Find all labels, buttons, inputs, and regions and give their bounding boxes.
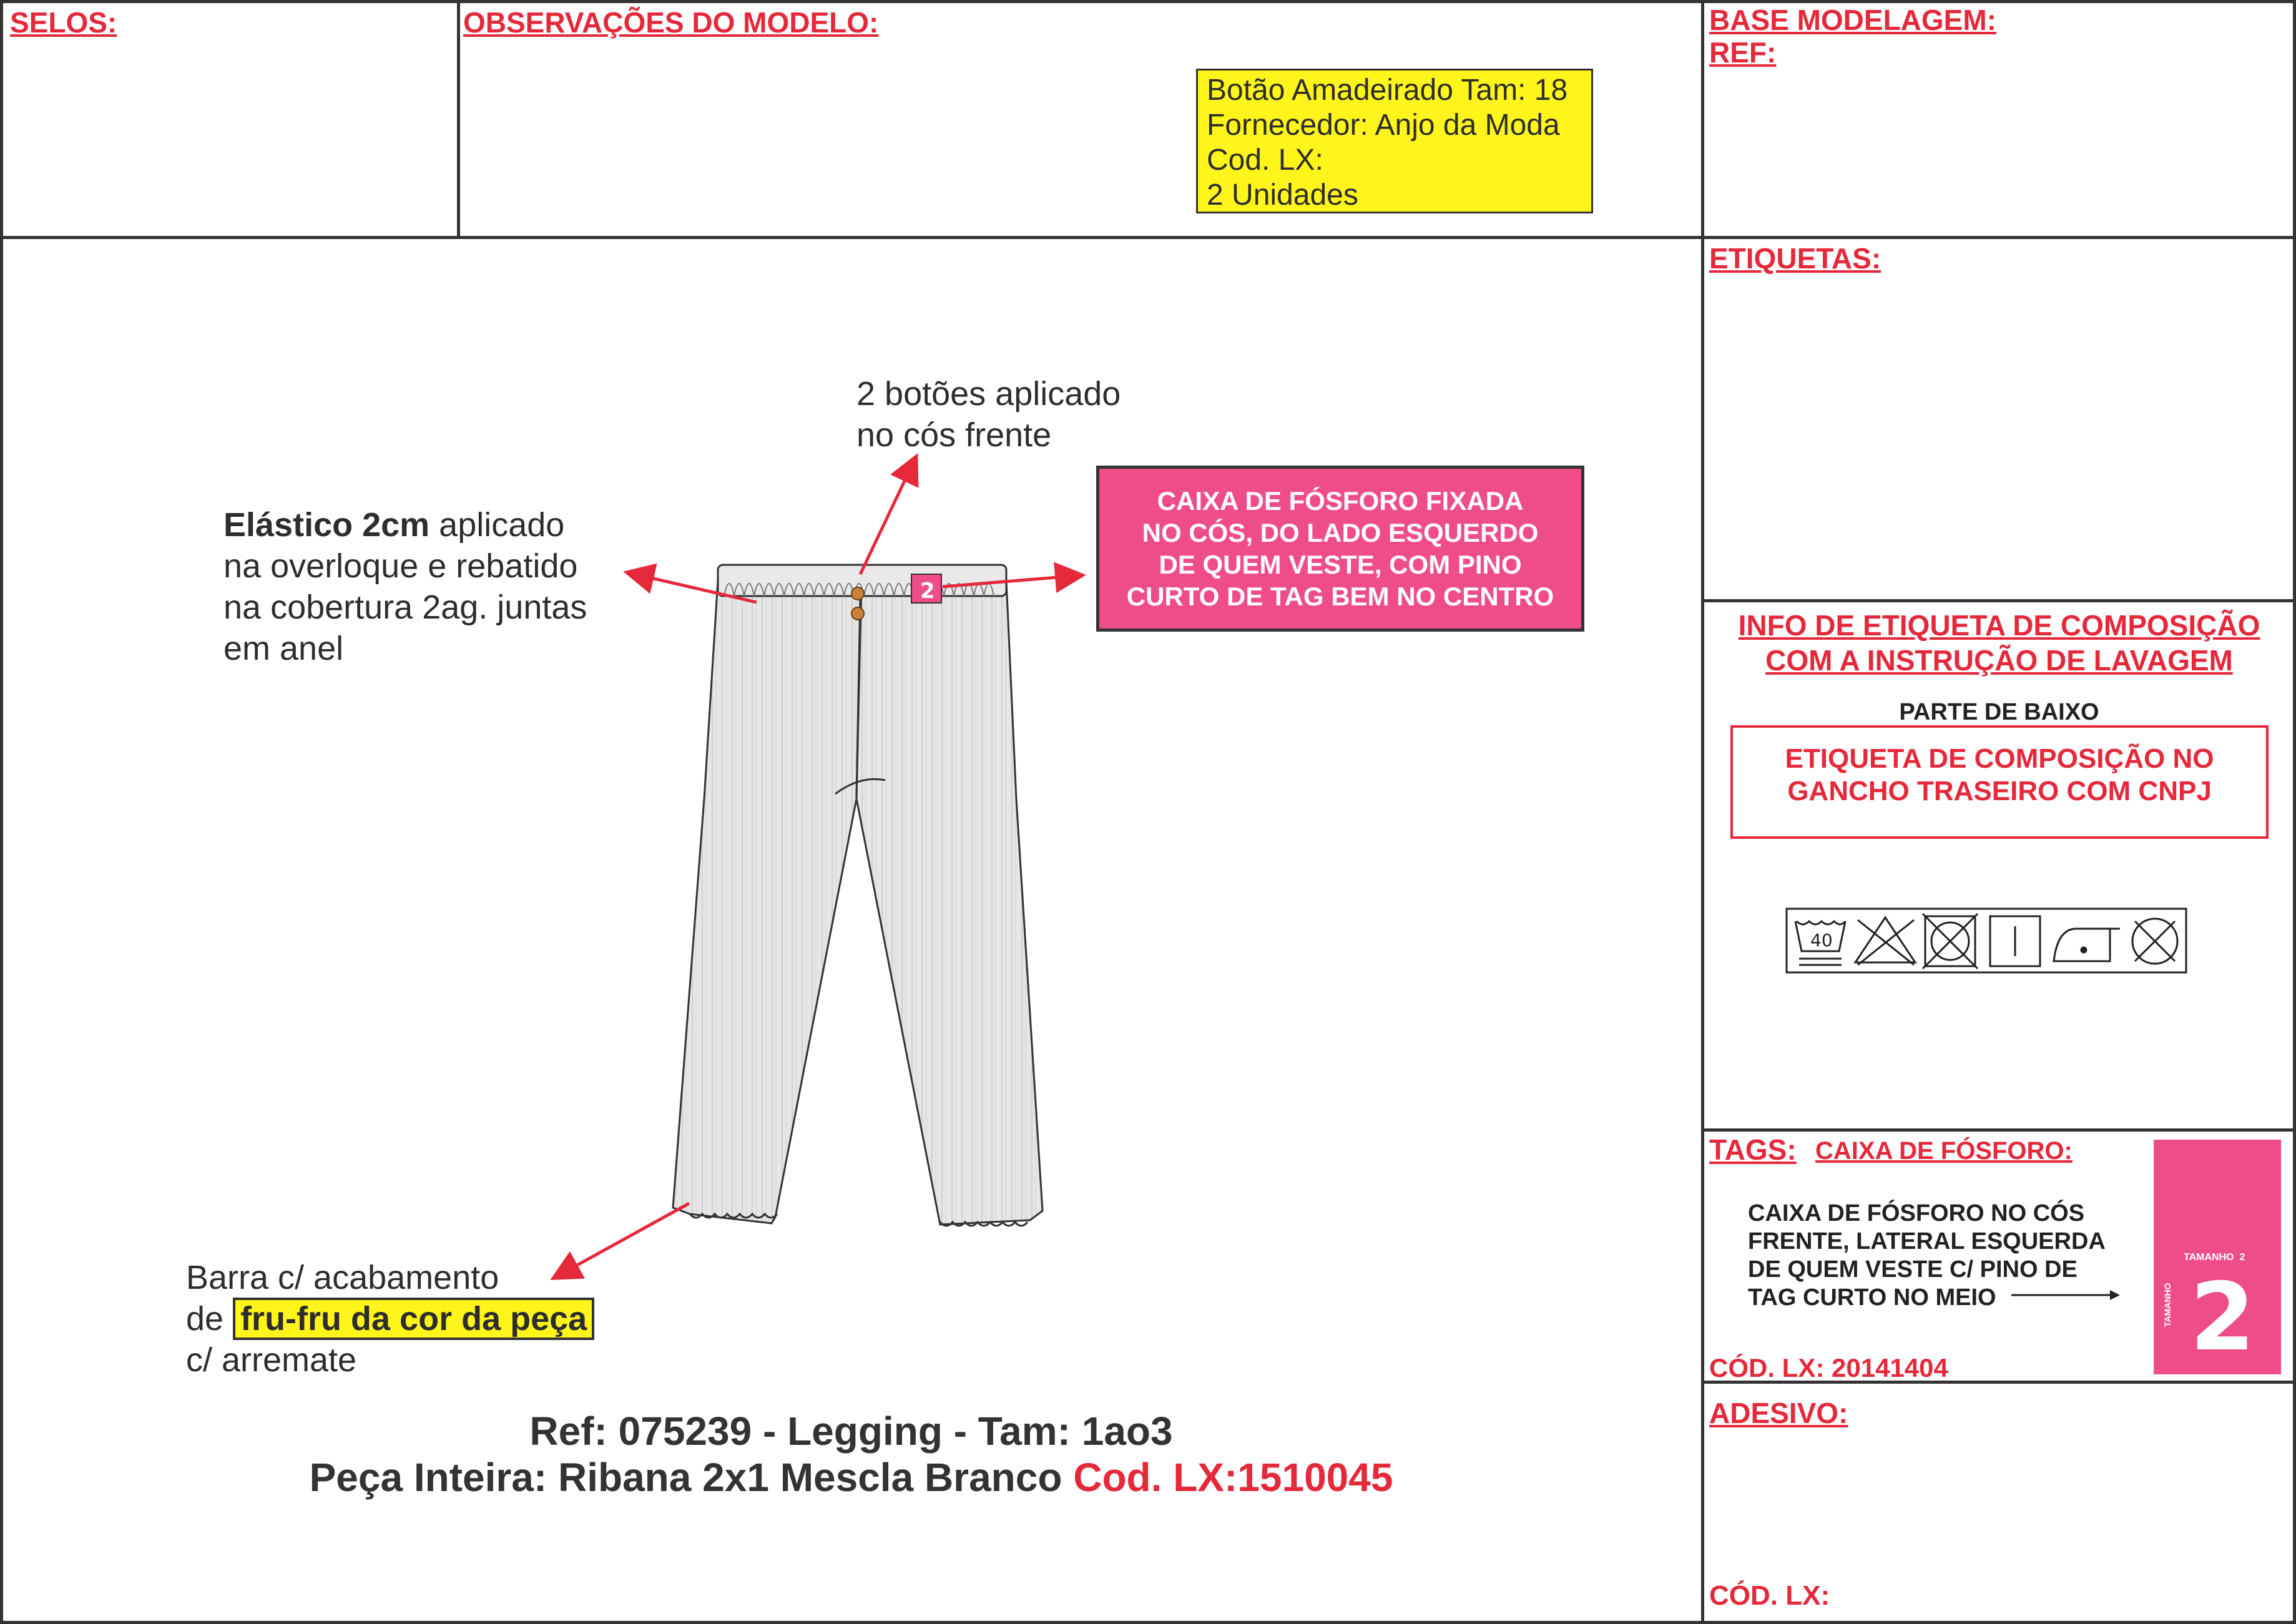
svg-text:2: 2: [920, 579, 935, 604]
fabric-description: Peça Inteira: Ribana 2x1 Mescla Branco: [309, 1455, 1074, 1500]
elastic-rest: aplicado: [429, 506, 565, 544]
tags-line3: DE QUEM VESTE C/ PINO DE: [1748, 1256, 2078, 1283]
hem-annotation-line3: c/ arremate: [186, 1341, 357, 1379]
elastic-annotation-line3: na cobertura 2ag. juntas: [223, 589, 587, 626]
buttons-annotation-line2: no cós frente: [856, 416, 1052, 454]
matchbox-note-line1: CAIXA DE FÓSFORO FIXADA: [1157, 486, 1524, 516]
hem-arrow: [556, 1203, 689, 1277]
svg-text:40: 40: [1810, 930, 1833, 951]
fabric-code: Cod. LX:1510045: [1073, 1455, 1393, 1500]
etiquetas-divider: [1702, 599, 2296, 602]
composition-label-line2: GANCHO TRASEIRO COM CNPJ: [1787, 776, 2212, 806]
product-ref-line: Ref: 075239 - Legging - Tam: 1ao3: [529, 1409, 1173, 1454]
tag-arrow: [2010, 1286, 2122, 1304]
base-modelagem-header: BASE MODELAGEM:: [1709, 4, 1996, 36]
buttons-arrow: [860, 459, 915, 574]
tags-line1: CAIXA DE FÓSFORO NO CÓS: [1748, 1200, 2085, 1226]
matchbox-note-line3: DE QUEM VESTE, COM PINO: [1159, 550, 1522, 579]
legging-left-leg: [673, 580, 861, 1223]
buttons-annotation-line1: 2 botões aplicado: [856, 375, 1121, 413]
composition-label-line1: ETIQUETA DE COMPOSIÇÃO NO: [1785, 743, 2214, 774]
observacoes-header: OBSERVAÇÕES DO MODELO:: [463, 6, 879, 39]
adesivo-header: ADESIVO:: [1709, 1397, 1848, 1429]
hem-prefix: de: [186, 1300, 233, 1338]
composition-subtitle: PARTE DE BAIXO: [1899, 699, 2099, 725]
button-note-line3: Cod. LX:: [1207, 144, 1323, 177]
composition-label-box: [1730, 725, 2269, 839]
no-tumble-dry-icon: [1923, 914, 1978, 969]
elastic-annotation-line2: na overloque e rebatido: [223, 547, 578, 585]
etiquetas-header: ETIQUETAS:: [1709, 242, 1881, 275]
tag-size-label: TAMANHO 2: [2184, 1252, 2245, 1263]
legging-right-leg: [856, 580, 1043, 1225]
hem-highlight: fru-fru da cor da peça: [233, 1298, 594, 1340]
tags-header: TAGS:: [1709, 1133, 1797, 1166]
ref-header: REF:: [1709, 36, 1777, 69]
care-symbols-strip: [1785, 907, 2187, 974]
composition-title-line2: COM A INSTRUÇÃO DE LAVAGEM: [1765, 644, 2233, 677]
tags-cod: CÓD. LX: 20141404: [1709, 1353, 1948, 1382]
tag-size-number: 2: [2190, 1263, 2255, 1372]
tags-divider: [1702, 1128, 2296, 1132]
elastic-bold: Elástico 2cm: [223, 506, 430, 544]
button-note-line1: Botão Amadeirado Tam: 18: [1207, 74, 1568, 107]
button-note-line4: 2 Unidades: [1207, 179, 1358, 212]
caixa-fosforo-label: CAIXA DE FÓSFORO:: [1815, 1137, 2073, 1165]
composition-title-line1: INFO DE ETIQUETA DE COMPOSIÇÃO: [1738, 609, 2260, 642]
tag-vertical-label: TAMANHO: [2162, 1283, 2172, 1327]
matchbox-note-line2: NO CÓS, DO LADO ESQUERDO: [1142, 518, 1539, 547]
product-fabric-line: [0, 1454, 1702, 1500]
adesivo-cod: CÓD. LX:: [1709, 1580, 1830, 1611]
composition-title: [1702, 608, 2296, 678]
button-note-line2: Fornecedor: Anjo da Moda: [1207, 109, 1560, 142]
tags-line4-text: TAG CURTO NO MEIO: [1748, 1284, 1996, 1311]
selos-header: SELOS:: [10, 6, 117, 39]
wooden-button-bottom: [851, 607, 864, 620]
matchbox-note-line4: CURTO DE TAG BEM NO CENTRO: [1126, 582, 1554, 611]
wooden-button-top: [851, 587, 864, 600]
tags-line2: FRENTE, LATERAL ESQUERDA: [1748, 1228, 2106, 1255]
hem-annotation-line1: Barra c/ acabamento: [186, 1259, 499, 1296]
matchbox-tag-illustration: [2154, 1140, 2281, 1374]
elastic-annotation-line4: em anel: [223, 630, 344, 667]
